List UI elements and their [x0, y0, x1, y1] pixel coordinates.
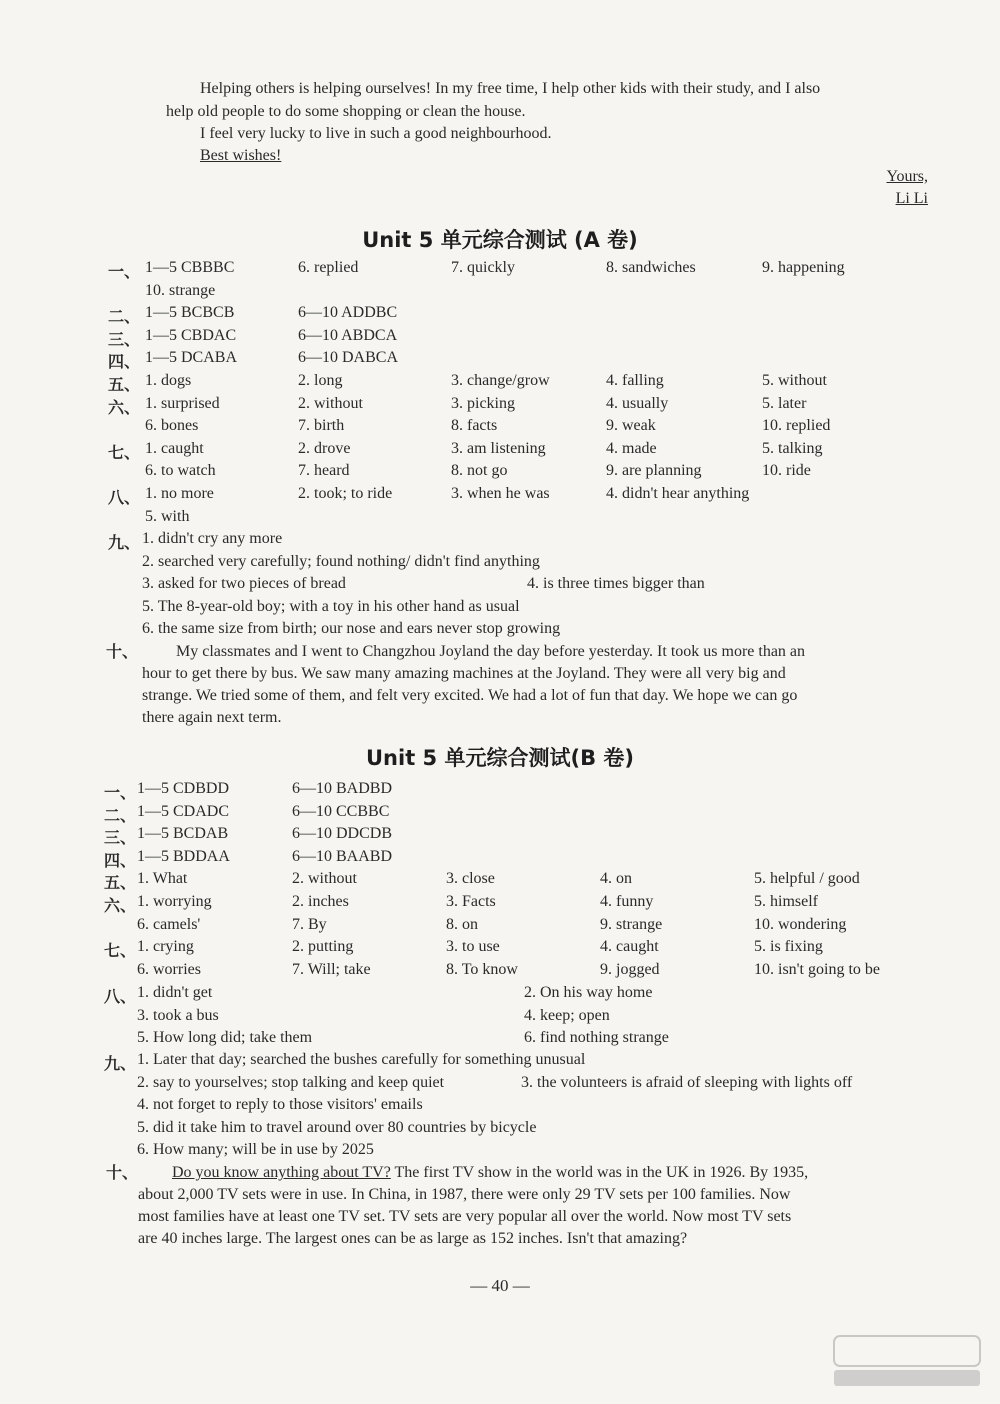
answer-cell: 10. wondering [754, 915, 847, 933]
section-number: 十、 [106, 642, 139, 661]
answer-line: 5. did it take him to travel around over 80 countries by bicycle [137, 1118, 537, 1136]
section-number: 一、 [108, 262, 141, 281]
answer-cell: 5. talking [762, 439, 823, 457]
answer-cell: 3. when he was [451, 485, 550, 502]
letter-closing: Best wishes! [200, 147, 282, 164]
answer-cell: 7. quickly [451, 259, 515, 276]
answer-row [0, 417, 1000, 439]
answer-row [0, 848, 1000, 870]
answer-row [0, 803, 1000, 825]
answer-cell: 6. find nothing strange [524, 1029, 669, 1047]
answer-cell: 10. isn't going to be [754, 960, 880, 978]
composition-b-line-4: are 40 inches large. The largest ones can be as large as 152 inches. Isn't that amazing? [138, 1230, 688, 1247]
answer-cell: 1. crying [137, 938, 194, 956]
answer-cell: 2. inches [292, 893, 349, 910]
answer-cell: 9. are planning [606, 462, 702, 480]
answer-row [0, 282, 1000, 304]
section-a-title: Unit 5 单元综合测试 (A 卷) [362, 228, 638, 252]
answer-row [0, 1141, 1000, 1163]
answer-cell: 5. without [762, 372, 827, 389]
section-number: 九、 [104, 1054, 137, 1073]
answer-cell: 7. birth [298, 417, 345, 435]
answer-cell: 4. made [606, 439, 657, 457]
answer-cell: 1—5 CDADC [137, 802, 230, 820]
answer-cell: 6—10 ADDBC [298, 304, 398, 322]
answer-cell: 10. ride [762, 462, 811, 480]
composition-b-line-2: about 2,000 TV sets were in use. In China, in 1987, there were only 29 TV sets per 100 families. Now [138, 1186, 791, 1203]
answer-row [0, 1051, 1000, 1073]
answer-cell: 4. on [600, 870, 632, 888]
answer-cell: 3. to use [446, 938, 500, 956]
answer-cell: 6—10 BADBD [292, 780, 393, 797]
answer-row [0, 485, 1000, 507]
answer-cell: 6—10 DABCA [298, 349, 399, 367]
answer-cell: 7. Will; take [292, 960, 371, 978]
answer-cell: 6—10 ABDCA [298, 326, 398, 344]
answer-cell: 1—5 BCDAB [137, 825, 229, 843]
answer-cell: 4. caught [600, 938, 659, 956]
answer-cell: 10. strange [145, 281, 216, 299]
answer-row [0, 462, 1000, 484]
answer-cell: 2. without [292, 870, 357, 888]
answer-line: 2. say to yourselves; stop talking and keep quiet [137, 1073, 445, 1091]
section-number: 四、 [104, 850, 137, 870]
answer-cell: 8. sandwiches [606, 259, 696, 276]
answer-cell: 3. took a bus [137, 1006, 219, 1024]
composition-b-line-1 [172, 1162, 926, 1184]
answer-row [0, 1074, 1000, 1096]
answer-cell: 9. jogged [600, 960, 660, 978]
answer-row [0, 598, 1000, 620]
answer-cell: 6. replied [298, 259, 359, 276]
answer-row [0, 530, 1000, 552]
answer-row [0, 304, 1000, 326]
answer-cell: 6. to watch [145, 462, 216, 480]
section-number: 十、 [106, 1163, 139, 1182]
answer-cell: 5. himself [754, 893, 818, 910]
answer-cell: 6. camels' [137, 915, 201, 933]
answer-cell: 6—10 DDCDB [292, 825, 393, 843]
answer-cell: 6—10 BAABD [292, 847, 393, 865]
answer-cell: 2. putting [292, 938, 354, 956]
answer-row [0, 440, 1000, 462]
answer-cell: 4. didn't hear anything [606, 485, 750, 502]
answer-cell: 3. Facts [446, 893, 496, 910]
answer-cell: 7. By [292, 915, 327, 933]
answer-cell: 1—5 CDBDD [137, 780, 230, 797]
section-number: 六、 [108, 397, 141, 417]
answer-line: 4. not forget to reply to those visitors' emails [137, 1096, 423, 1114]
answer-cell: 2. took; to ride [298, 485, 393, 502]
answer-row [0, 553, 1000, 575]
answer-cell: 1. surprised [145, 394, 220, 412]
answer-row [0, 938, 1000, 960]
section-number: 七、 [104, 941, 137, 961]
section-number: 二、 [108, 307, 141, 327]
answer-cell: 6. worries [137, 960, 201, 978]
answer-line: 6. How many; will be in use by 2025 [137, 1141, 374, 1159]
section-number: 九、 [108, 533, 141, 552]
answer-cell: 1. dogs [145, 372, 192, 389]
answer-cell: 1—5 BDDAA [137, 847, 230, 865]
composition-a-line-4: there again next term. [142, 709, 282, 726]
answer-row [0, 916, 1000, 938]
answer-cell: 4. keep; open [524, 1006, 610, 1024]
answer-cell: 6—10 CCBBC [292, 802, 390, 820]
answer-row [0, 893, 1000, 915]
answer-cell: 5. with [145, 507, 190, 525]
answer-row [0, 620, 1000, 642]
answer-cell: 1—5 DCABA [145, 349, 238, 367]
answer-cell: 2. long [298, 372, 343, 389]
answer-cell: 1. worrying [137, 893, 212, 910]
section-number: 五、 [104, 873, 137, 893]
page-number: — 40 — [470, 1276, 530, 1295]
answer-cell: 9. happening [762, 259, 845, 276]
answer-cell: 6. bones [145, 417, 199, 435]
answer-cell: 3. am listening [451, 439, 546, 457]
answer-row [0, 508, 1000, 530]
answer-cell: 2. drove [298, 439, 351, 457]
answer-cell: 9. weak [606, 417, 656, 435]
section-number: 二、 [104, 805, 137, 825]
answer-cell: 8. not go [451, 462, 508, 480]
answer-cell: 4. funny [600, 893, 654, 910]
answer-row [0, 780, 1000, 802]
answer-row [0, 575, 1000, 597]
answer-cell: 8. To know [446, 960, 518, 978]
answer-line: 3. asked for two pieces of bread [142, 575, 346, 593]
answer-row [0, 870, 1000, 892]
answer-cell: 10. replied [762, 417, 831, 435]
answer-cell: 1. didn't get [137, 984, 213, 1001]
answer-row [0, 1029, 1000, 1051]
section-number: 一、 [104, 783, 137, 802]
answer-cell: 3. picking [451, 394, 515, 412]
answer-cell: 1—5 BCBCB [145, 304, 235, 322]
answer-cell: 4. falling [606, 372, 664, 389]
composition-a-line-2: hour to get there by bus. We saw many amazing machines at the Joyland. They were all very big and [142, 665, 786, 682]
answer-line: 6. the same size from birth; our nose and ears never stop growing [142, 620, 561, 638]
section-number: 三、 [104, 828, 137, 848]
section-b-title: Unit 5 单元综合测试(B 卷) [366, 746, 634, 770]
answer-row [0, 825, 1000, 847]
answer-line: 4. is three times bigger than [527, 575, 705, 593]
answer-cell: 5. helpful / good [754, 870, 860, 888]
composition-b-lead: Do you know anything about TV? [172, 1164, 391, 1181]
answer-cell: 5. later [762, 394, 807, 412]
answer-row [0, 984, 1000, 1006]
answer-cell: 1. What [137, 870, 188, 888]
answer-cell: 8. facts [451, 417, 498, 435]
composition-a-line-3: strange. We tried some of them, and felt very excited. We had a lot of fun that day. We hope we can go [142, 687, 798, 704]
answer-cell: 7. heard [298, 462, 350, 480]
letter-paragraph-1-line-2: help old people to do some shopping or clean the house. [166, 103, 526, 120]
answer-cell: 2. On his way home [524, 984, 653, 1001]
section-number: 八、 [108, 488, 141, 507]
composition-b-line-3: most families have at least one TV set. TV sets are very popular all over the world. Now most TV sets [138, 1208, 792, 1225]
answer-cell: 4. usually [606, 394, 669, 412]
answer-cell: 1—5 CBDAC [145, 326, 237, 344]
answer-row [0, 1096, 1000, 1118]
answer-line: 5. The 8-year-old boy; with a toy in his other hand as usual [142, 597, 520, 615]
answer-line: 1. didn't cry any more [142, 530, 283, 547]
answer-row [0, 961, 1000, 983]
section-number: 五、 [108, 375, 141, 394]
letter-yours: Yours, [886, 168, 928, 185]
letter-paragraph-2: I feel very lucky to live in such a good neighbourhood. [200, 125, 552, 142]
answer-cell: 3. close [446, 870, 495, 888]
answer-row [0, 1119, 1000, 1141]
section-number: 三、 [108, 329, 141, 349]
composition-b-line-1-text: The first TV show in the world was in the UK in 1926. By 1935, [390, 1164, 809, 1181]
answer-row [0, 349, 1000, 371]
answer-cell: 8. on [446, 915, 478, 933]
answer-row [0, 372, 1000, 394]
letter-paragraph-1-line-1: Helping others is helping ourselves! In my free time, I help other kids with their study, and I also [200, 80, 821, 97]
answer-cell: 5. is fixing [754, 938, 823, 956]
answer-row [0, 327, 1000, 349]
section-number: 八、 [104, 987, 137, 1006]
answer-line: 3. the volunteers is afraid of sleeping with lights off [521, 1073, 853, 1091]
letter-signature: Li Li [895, 190, 928, 207]
answer-row [0, 395, 1000, 417]
answer-cell: 3. change/grow [451, 372, 550, 389]
section-number: 六、 [104, 896, 137, 915]
answer-line: 1. Later that day; searched the bushes carefully for something unusual [137, 1051, 586, 1068]
watermark-logo [832, 1330, 982, 1390]
answer-cell: 1. no more [145, 485, 214, 502]
answer-row [0, 1007, 1000, 1029]
answer-cell: 5. How long did; take them [137, 1029, 313, 1047]
answer-cell: 1—5 CBBBC [145, 259, 235, 276]
answer-cell: 9. strange [600, 915, 663, 933]
answer-row [0, 259, 1000, 281]
answer-cell: 2. without [298, 394, 363, 412]
answer-cell: 1. caught [145, 439, 204, 457]
composition-a-line-1: My classmates and I went to Changzhou Joyland the day before yesterday. It took us more than an [176, 643, 806, 660]
answer-line: 2. searched very carefully; found nothing/ didn't find anything [142, 552, 540, 570]
section-number: 七、 [108, 442, 141, 462]
section-number: 四、 [108, 352, 141, 372]
